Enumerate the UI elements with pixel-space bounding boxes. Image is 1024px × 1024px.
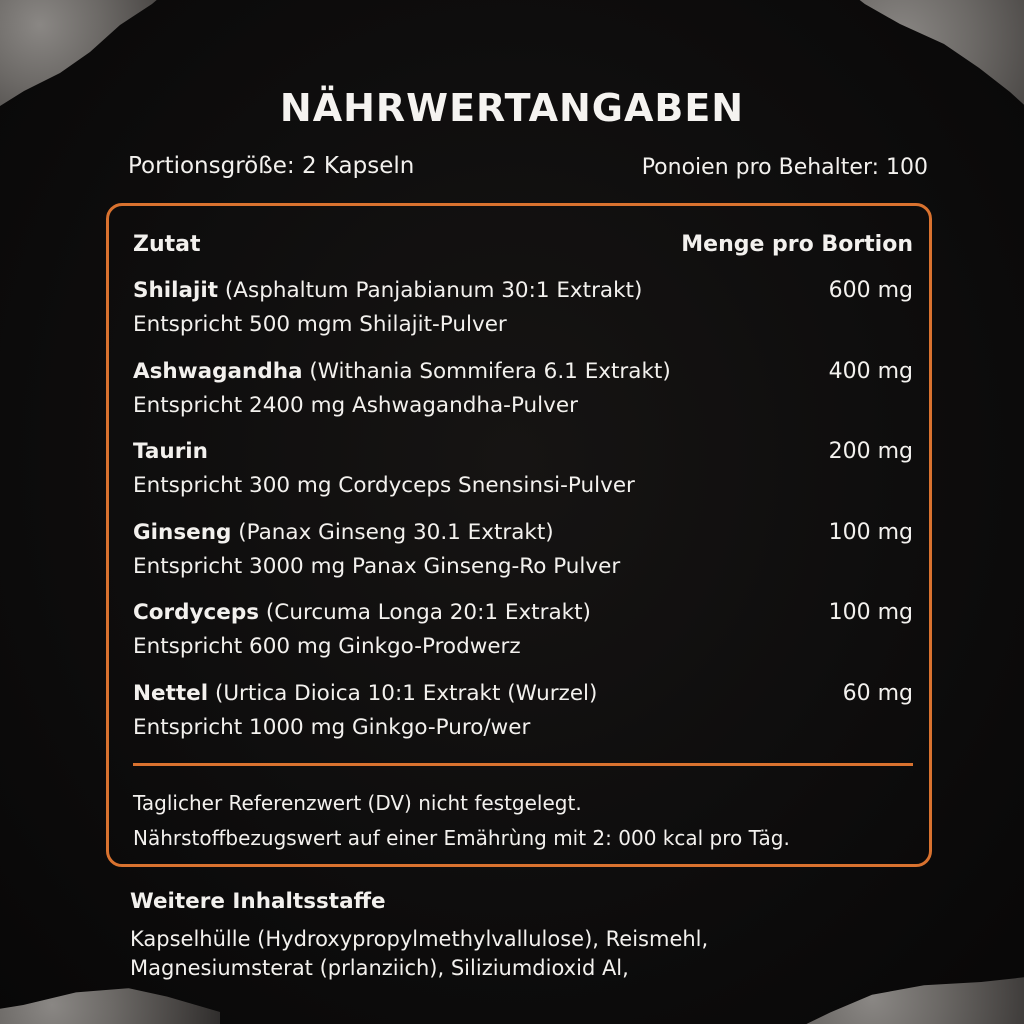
- ingredient-row: [133, 359, 913, 431]
- ingredient-amount: 60 mg: [842, 681, 913, 706]
- reference-note: Taglicher Referenzwert (DV) nicht festgelegt.: [133, 791, 582, 815]
- header-amount: Menge pro Bortion: [681, 232, 913, 257]
- ingredient-amount: 200 mg: [828, 439, 913, 464]
- table-header: [133, 232, 913, 262]
- ingredient-equivalent: Entspricht 3000 mg Panax Ginseng-Ro Pulver: [133, 554, 621, 579]
- ingredient-detail: (Asphaltum Panjabianum 30:1 Extrakt): [224, 278, 643, 303]
- ingredient-row: [133, 439, 913, 511]
- other-ingredients-title: Weitere Inhaltsstaffe: [130, 889, 386, 914]
- nutrient-reference-note: Nährstoffbezugswert auf einer Emährùng mit 2: 000 kcal pro Täg.: [133, 826, 790, 850]
- other-ingredients-line: Magnesiumsterat (prlanziich), Siliziumdioxid Al,: [130, 956, 629, 980]
- ingredient-equivalent: Entspricht 600 mg Ginkgo-Prodwerz: [133, 634, 521, 659]
- ingredient-equivalent: Entspricht 300 mg Cordyceps Snensinsi-Pulver: [133, 473, 635, 498]
- ingredient-row: [133, 278, 913, 350]
- ingredient-detail: (Urtica Dioica 10:1 Extrakt (Wurzel): [214, 681, 598, 706]
- page-title: NÄHRWERTANGABEN: [279, 86, 745, 130]
- ingredient-row: [133, 681, 913, 753]
- ingredient-name: Taurin: [133, 439, 208, 464]
- ingredient-amount: 600 mg: [828, 278, 913, 303]
- other-ingredients-line: Kapselhülle (Hydroxypropylmethylvallulose), Reismehl,: [130, 927, 709, 951]
- ingredient-line: [133, 520, 554, 545]
- servings-per-container: Ponoien pro Behalter: 100: [641, 155, 928, 180]
- ingredient-equivalent: Entspricht 500 mgm Shilajit-Pulver: [133, 312, 507, 337]
- ingredient-row: [133, 520, 913, 592]
- ingredient-line: [133, 600, 591, 625]
- ingredient-line: [133, 681, 597, 706]
- nutrition-panel: [106, 203, 932, 867]
- ingredient-name: Cordyceps: [133, 600, 260, 625]
- ingredient-row: [133, 600, 913, 672]
- ingredient-amount: 400 mg: [828, 359, 913, 384]
- ingredient-detail: (Panax Ginseng 30.1 Extrakt): [231, 520, 554, 545]
- ingredient-name: Shilajit: [133, 278, 219, 303]
- ingredient-line: [133, 278, 642, 303]
- divider: [133, 763, 913, 766]
- ingredient-line: [133, 439, 208, 464]
- serving-size: Portionsgröße: 2 Kapseln: [128, 153, 415, 179]
- ingredient-name: Nettel: [133, 681, 209, 706]
- ingredient-detail: (Curcuma Longa 20:1 Extrakt): [265, 600, 591, 625]
- ingredient-name: Ashwagandha: [133, 359, 303, 384]
- header-ingredient: Zutat: [133, 232, 201, 257]
- ingredient-amount: 100 mg: [828, 600, 913, 625]
- ingredient-line: [133, 359, 671, 384]
- ingredient-equivalent: Entspricht 2400 mg Ashwagandha-Pulver: [133, 393, 578, 418]
- ingredient-detail: (Withania Sommifera 6.1 Extrakt): [309, 359, 671, 384]
- ingredient-name: Ginseng: [133, 520, 232, 545]
- ingredient-amount: 100 mg: [828, 520, 913, 545]
- ingredient-equivalent: Entspricht 1000 mg Ginkgo-Puro/wer: [133, 715, 531, 740]
